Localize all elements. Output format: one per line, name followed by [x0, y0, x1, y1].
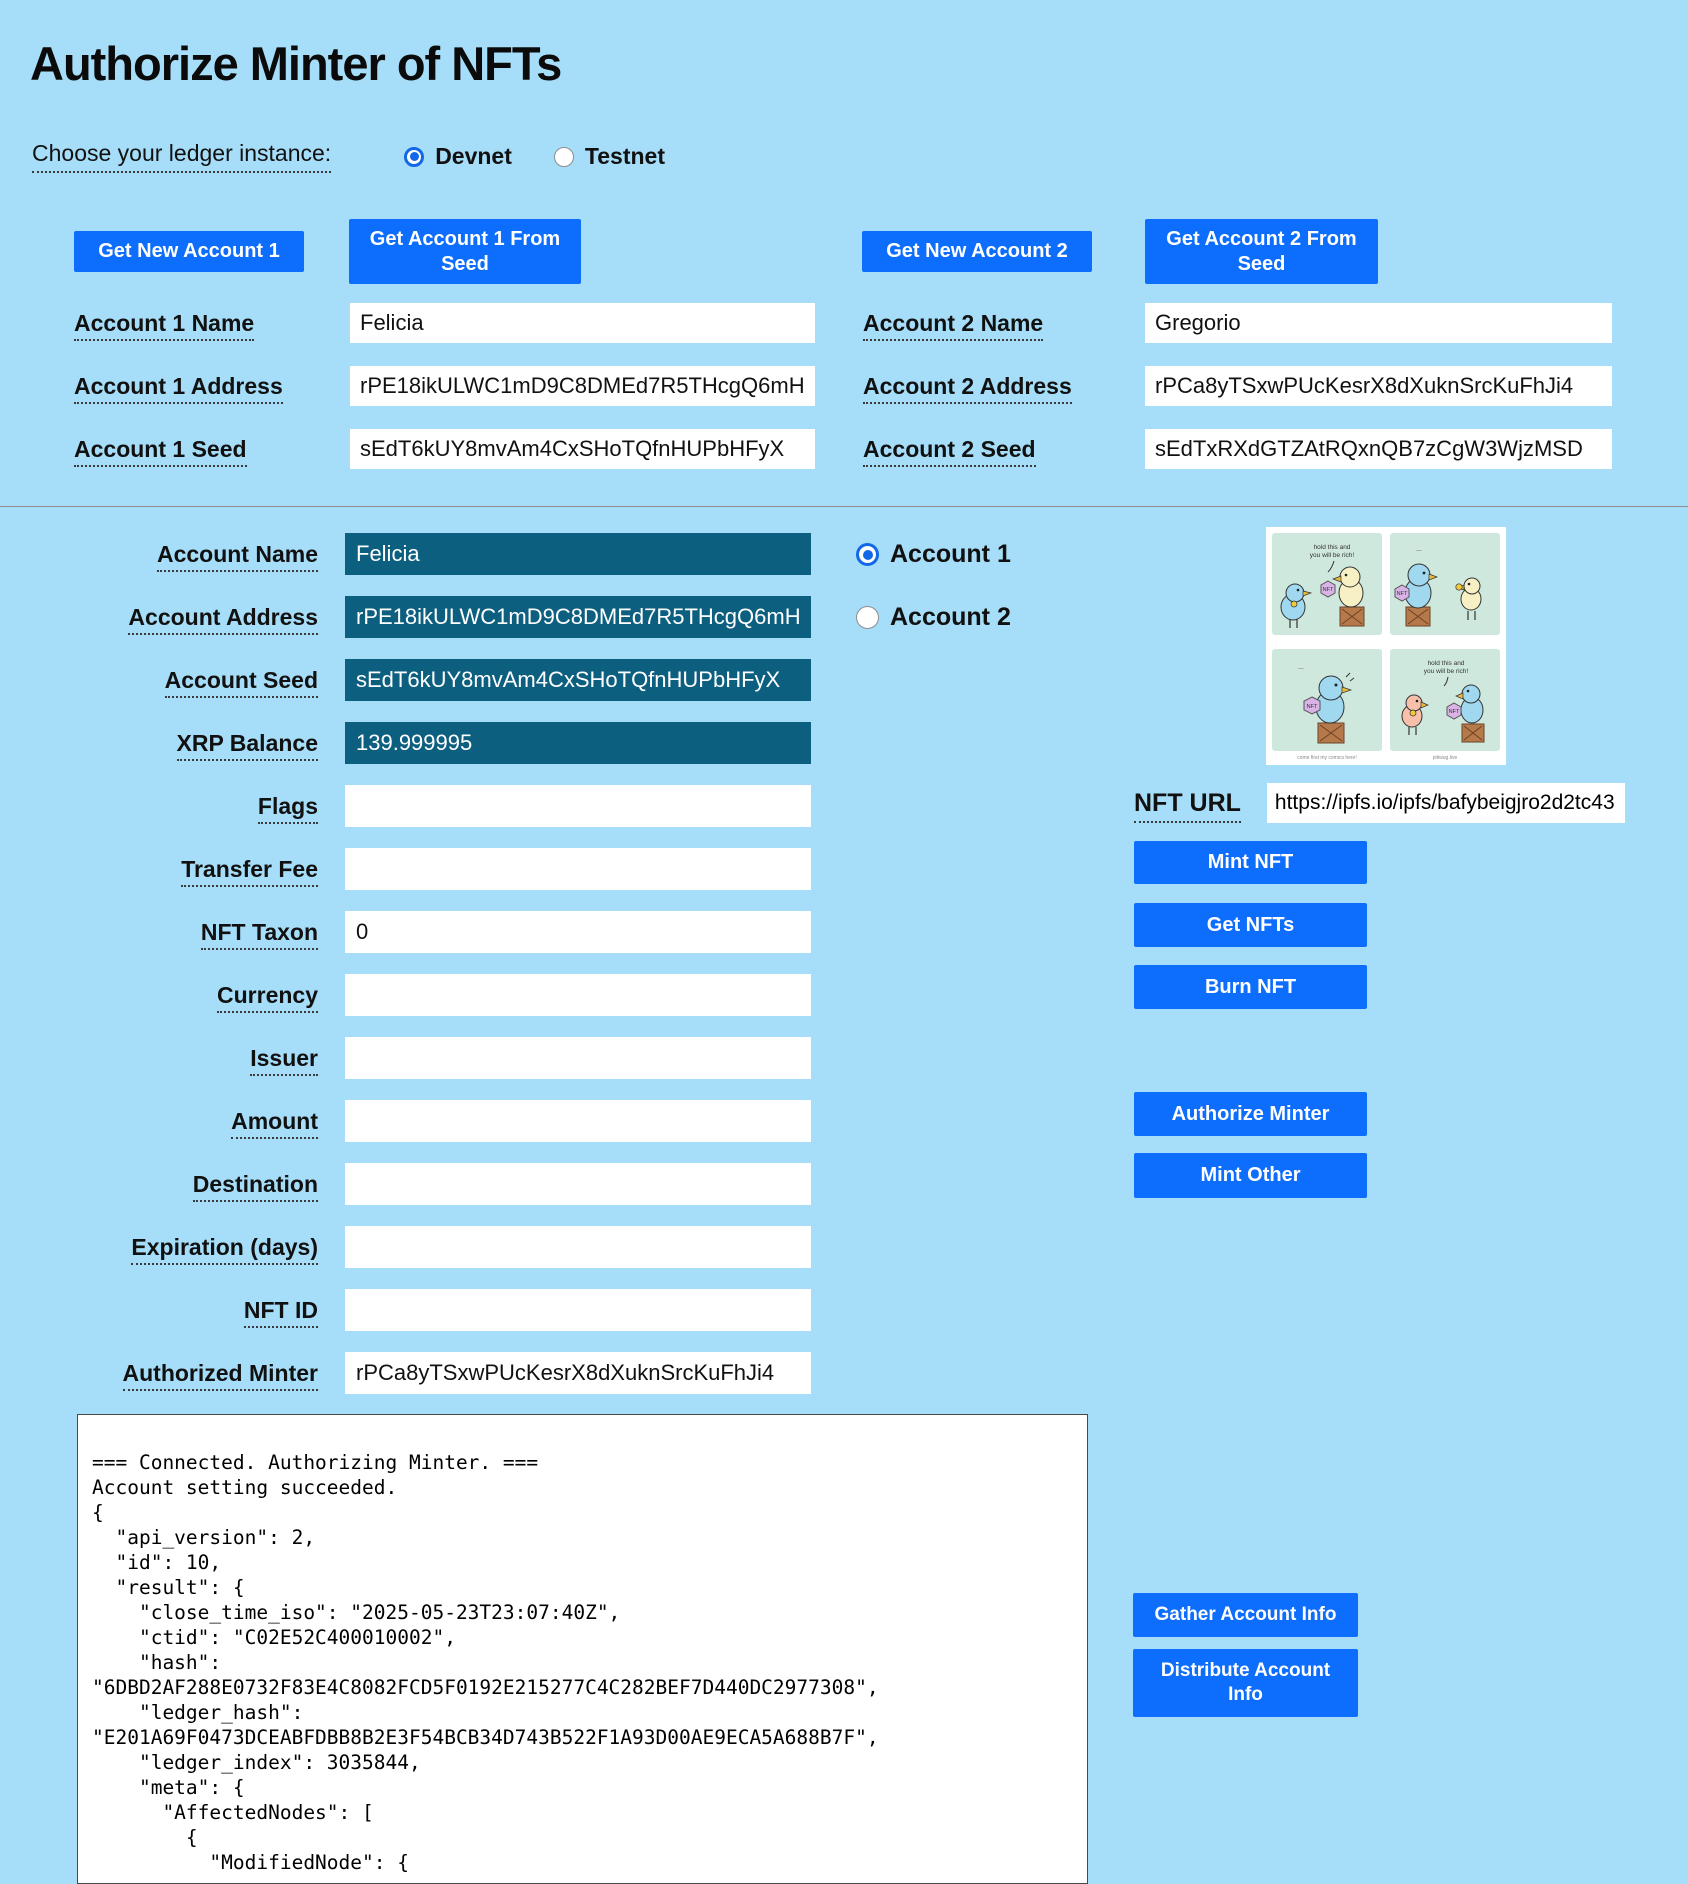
field-row [0, 1352, 811, 1394]
account-1-radio[interactable] [856, 543, 879, 566]
account-1-radio-label: Account 1 [890, 540, 1011, 568]
field-row [0, 848, 811, 890]
account-name-field[interactable] [345, 533, 811, 575]
field-row [0, 722, 811, 764]
authorized-minter-input[interactable] [345, 1352, 811, 1394]
get-new-account-1-button[interactable]: Get New Account 1 [74, 231, 304, 272]
account-2-address-label: Account 2 Address [863, 373, 1145, 400]
account-1-seed-label: Account 1 Seed [74, 436, 350, 463]
page-title: Authorize Minter of NFTs [30, 37, 562, 90]
xrp-balance-label: XRP Balance [0, 730, 345, 757]
results-textarea[interactable] [77, 1414, 1088, 1884]
account-2-radio-label: Account 2 [890, 603, 1011, 631]
get-new-account-2-button[interactable]: Get New Account 2 [862, 231, 1092, 272]
nft-comic-image [1266, 527, 1506, 765]
nft-id-label: NFT ID [0, 1297, 345, 1324]
account-2-selector-row [856, 603, 1011, 632]
issuer-label: Issuer [0, 1045, 345, 1072]
account-seed-label: Account Seed [0, 667, 345, 694]
account-1-name-input[interactable] [350, 303, 815, 343]
testnet-radio-label: Testnet [584, 143, 665, 169]
authorize-minter-button[interactable]: Authorize Minter [1134, 1092, 1367, 1136]
amount-input[interactable] [345, 1100, 811, 1142]
svg-text:come find my comics here!: come find my comics here! [1297, 755, 1357, 761]
account-1-seed-row [74, 429, 815, 469]
transfer-fee-input[interactable] [345, 848, 811, 890]
account-1-name-label: Account 1 Name [74, 310, 350, 337]
field-row [0, 974, 811, 1016]
svg-text:pitiwug.live: pitiwug.live [1432, 755, 1458, 761]
account-1-name-row [74, 303, 815, 343]
section-divider [0, 506, 1688, 507]
devnet-radio-label: Devnet [435, 143, 512, 169]
amount-label: Amount [0, 1108, 345, 1135]
account-2-address-input[interactable] [1145, 366, 1612, 406]
flags-label: Flags [0, 793, 345, 820]
issuer-input[interactable] [345, 1037, 811, 1079]
authorized-minter-label: Authorized Minter [0, 1360, 345, 1387]
nft-url-label: NFT URL [1134, 789, 1241, 818]
account-2-panel [863, 303, 1612, 469]
nft-taxon-label: NFT Taxon [0, 919, 345, 946]
account-1-selector-row [856, 540, 1011, 569]
nft-taxon-input[interactable] [345, 911, 811, 953]
currency-input[interactable] [345, 974, 811, 1016]
account-2-radio[interactable] [856, 606, 879, 629]
nft-id-input[interactable] [345, 1289, 811, 1331]
account-1-panel [74, 303, 815, 469]
expiration-label: Expiration (days) [0, 1234, 345, 1261]
account-1-seed-input[interactable] [350, 429, 815, 469]
field-row [0, 911, 811, 953]
svg-text:NFT: NFT [1322, 587, 1334, 593]
field-row [0, 1100, 811, 1142]
xrp-balance-field[interactable] [345, 722, 811, 764]
account-1-address-label: Account 1 Address [74, 373, 350, 400]
svg-text:hold this and: hold this and [1427, 660, 1465, 667]
svg-text:...: ... [1298, 664, 1304, 671]
account-seed-field[interactable] [345, 659, 811, 701]
devnet-radio[interactable] [404, 147, 424, 167]
transfer-fee-label: Transfer Fee [0, 856, 345, 883]
field-row [0, 659, 811, 701]
account-selector [856, 540, 1011, 632]
account-address-field[interactable] [345, 596, 811, 638]
get-account-2-from-seed-button[interactable]: Get Account 2 From Seed [1145, 219, 1378, 284]
svg-text:you will be rich!: you will be rich! [1423, 668, 1469, 675]
flags-input[interactable] [345, 785, 811, 827]
svg-text:NFT: NFT [1448, 709, 1460, 715]
field-row [0, 1163, 811, 1205]
field-row [0, 785, 811, 827]
nft-url-row [1134, 783, 1625, 823]
account-2-seed-row [863, 429, 1612, 469]
svg-text:...: ... [1416, 546, 1422, 553]
ledger-chooser-label: Choose your ledger instance: [32, 140, 331, 173]
account-2-name-input[interactable] [1145, 303, 1612, 343]
distribute-account-info-button[interactable]: Distribute Account Info [1133, 1649, 1358, 1717]
get-nfts-button[interactable]: Get NFTs [1134, 903, 1367, 947]
svg-text:NFT: NFT [1396, 591, 1408, 597]
account-2-name-label: Account 2 Name [863, 310, 1145, 337]
nft-url-input[interactable] [1267, 783, 1625, 823]
get-account-1-from-seed-button[interactable]: Get Account 1 From Seed [349, 219, 581, 284]
account-1-address-row [74, 366, 815, 406]
account-name-label: Account Name [0, 541, 345, 568]
gather-account-info-button[interactable]: Gather Account Info [1133, 1593, 1358, 1637]
currency-label: Currency [0, 982, 345, 1009]
mint-nft-button[interactable]: Mint NFT [1134, 841, 1367, 884]
ledger-chooser [32, 140, 665, 173]
burn-nft-button[interactable]: Burn NFT [1134, 965, 1367, 1009]
field-row [0, 1037, 811, 1079]
account-2-seed-input[interactable] [1145, 429, 1612, 469]
field-row [0, 596, 811, 638]
account-1-address-input[interactable] [350, 366, 815, 406]
current-account-form [0, 533, 811, 1394]
field-row [0, 1289, 811, 1331]
mint-other-button[interactable]: Mint Other [1134, 1153, 1367, 1198]
destination-label: Destination [0, 1171, 345, 1198]
testnet-radio[interactable] [554, 147, 574, 167]
account-address-label: Account Address [0, 604, 345, 631]
field-row [0, 533, 811, 575]
svg-text:hold this and: hold this and [1313, 544, 1351, 551]
svg-text:you will be rich!: you will be rich! [1309, 552, 1355, 559]
expiration-input[interactable] [345, 1226, 811, 1268]
account-2-address-row [863, 366, 1612, 406]
destination-input[interactable] [345, 1163, 811, 1205]
account-2-name-row [863, 303, 1612, 343]
account-2-seed-label: Account 2 Seed [863, 436, 1145, 463]
field-row [0, 1226, 811, 1268]
svg-text:NFT: NFT [1306, 704, 1318, 710]
